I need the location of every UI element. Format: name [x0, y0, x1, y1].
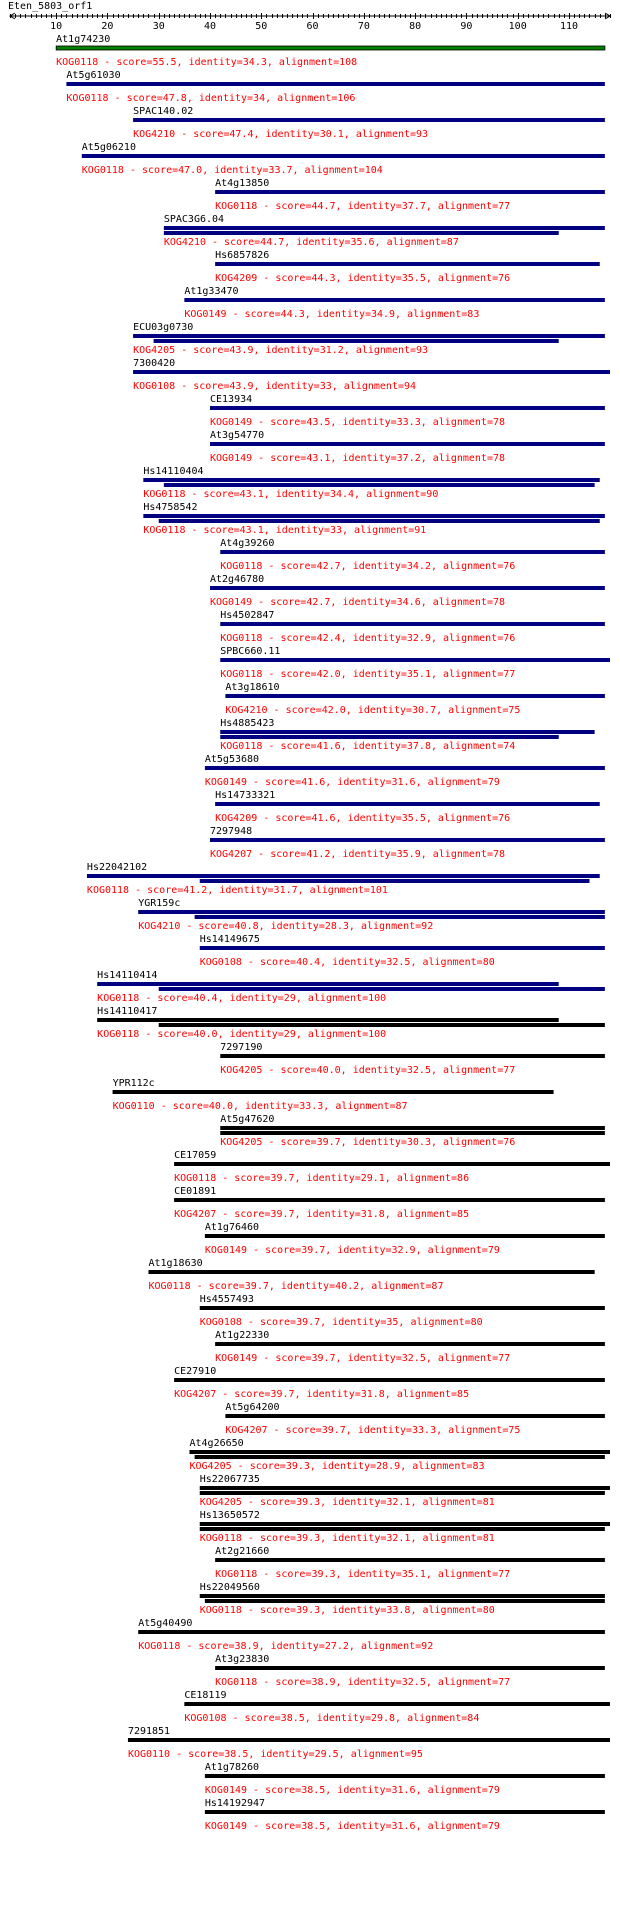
- hit-alignment-bar: [220, 1126, 605, 1130]
- hit-row: [133, 358, 610, 392]
- hit-description: KOG0149 - score=43.1, identity=37.2, alignment=78: [210, 453, 506, 464]
- hit-name: CE18119: [184, 1690, 227, 1701]
- hit-row: [215, 1330, 605, 1364]
- hit-alignment-bar: [225, 694, 604, 698]
- hit-alignment-bar: [200, 879, 590, 883]
- hit-name: At5g06210: [81, 142, 136, 153]
- hit-row: [215, 790, 600, 824]
- hit-alignment-bar: [164, 483, 595, 487]
- hit-alignment-bar: [200, 1486, 610, 1490]
- hit-row: [82, 142, 605, 176]
- hit-alignment-bar: [174, 1378, 605, 1382]
- axis-tick-label: 50: [255, 21, 268, 32]
- hit-row: [148, 1258, 594, 1292]
- hit-name: At4g26650: [189, 1438, 244, 1449]
- hit-row: [133, 322, 605, 356]
- hit-row: [210, 430, 605, 464]
- hit-name: 7291851: [127, 1726, 171, 1737]
- hit-alignment-bar: [159, 519, 600, 523]
- hit-row: [205, 754, 605, 788]
- hit-name: Hs4557493: [199, 1294, 254, 1305]
- hit-name: At1g33470: [184, 286, 239, 297]
- hit-row: [215, 250, 600, 284]
- hit-name: At4g13850: [215, 178, 270, 189]
- hit-name: Hs4502847: [220, 610, 275, 621]
- query-title: Eten_5803_orf1: [8, 1, 93, 12]
- hit-alignment-bar: [164, 226, 605, 230]
- hit-description: KOG0149 - score=39.7, identity=32.9, alignment=79: [204, 1245, 500, 1256]
- hit-name: Hs13650572: [199, 1510, 260, 1521]
- hit-alignment-bar: [205, 1810, 605, 1814]
- hit-name: ECU03g0730: [133, 322, 194, 333]
- hit-row: [184, 286, 605, 320]
- hit-name: Hs14192947: [204, 1798, 266, 1809]
- hit-name: At1g76460: [204, 1222, 260, 1233]
- hit-alignment-bar: [220, 550, 605, 554]
- hit-description: KOG0118 - score=42.0, identity=35.1, alignment=77: [220, 669, 516, 680]
- hit-alignment-bar: [97, 982, 559, 986]
- hit-row: [138, 1618, 605, 1652]
- hit-name: At1g74230: [56, 34, 111, 45]
- hit-description: KOG0118 - score=47.0, identity=33.7, alignment=104: [81, 165, 383, 176]
- hit-alignment-bar: [220, 658, 610, 662]
- axis-tick-label: 60: [306, 21, 319, 32]
- hit-description: KOG0118 - score=41.6, identity=37.8, alignment=74: [220, 741, 516, 752]
- hit-name: At3g18610: [225, 682, 280, 693]
- hit-row: [205, 1762, 605, 1796]
- hit-row: [220, 538, 605, 572]
- hit-row: [174, 1150, 610, 1184]
- hit-alignment-bar: [148, 1270, 594, 1274]
- hit-name: Hs14149675: [199, 934, 260, 945]
- hit-alignment-bar: [174, 1162, 610, 1166]
- hit-name: Hs22042102: [86, 862, 148, 873]
- hit-description: KOG4207 - score=41.2, identity=35.9, alignment=78: [210, 849, 506, 860]
- hit-row: [200, 1510, 610, 1544]
- hit-name: Hs14110417: [97, 1006, 158, 1017]
- hit-alignment-bar: [215, 190, 605, 194]
- hit-description: KOG4205 - score=43.9, identity=31.2, alignment=93: [133, 345, 429, 356]
- axis-tick-label: 100: [508, 21, 527, 32]
- hit-alignment-bar: [200, 1306, 605, 1310]
- hit-name: CE27910: [174, 1366, 217, 1377]
- hit-description: KOG0118 - score=39.3, identity=35.1, alignment=77: [215, 1569, 511, 1580]
- hit-alignment-bar: [220, 622, 605, 626]
- hit-row: [174, 1186, 605, 1220]
- axis-tick-label: 90: [460, 21, 473, 32]
- hit-name: At3g54770: [210, 430, 265, 441]
- hit-row: [210, 574, 605, 608]
- hit-description: KOG4209 - score=44.3, identity=35.5, alignment=76: [215, 273, 511, 284]
- hit-row: [220, 610, 605, 644]
- hit-alignment-bar: [138, 910, 605, 914]
- hit-description: KOG4210 - score=44.7, identity=35.6, alignment=87: [163, 237, 459, 248]
- hit-alignment-bar: [205, 766, 605, 770]
- hit-description: KOG0118 - score=39.3, identity=32.1, alignment=81: [199, 1533, 495, 1544]
- hit-name: At5g64200: [225, 1402, 280, 1413]
- axis-tick-label: 10: [50, 21, 63, 32]
- hit-alignment-bar: [159, 987, 605, 991]
- hit-row: [215, 1546, 605, 1580]
- hit-description: KOG0118 - score=39.7, identity=29.1, alignment=86: [174, 1173, 470, 1184]
- hit-description: KOG0149 - score=38.5, identity=31.6, alignment=79: [204, 1785, 500, 1796]
- hit-alignment-bar: [200, 1594, 605, 1598]
- hit-name: At2g21660: [215, 1546, 270, 1557]
- hit-row: [205, 1798, 605, 1832]
- hit-row: [200, 1294, 605, 1328]
- hit-description: KOG0149 - score=41.6, identity=31.6, alignment=79: [204, 777, 500, 788]
- hit-row: [225, 1402, 604, 1436]
- hit-description: KOG4205 - score=39.7, identity=30.3, alignment=76: [220, 1137, 516, 1148]
- hit-description: KOG0118 - score=47.8, identity=34, alignment=106: [66, 93, 356, 104]
- hit-row: [184, 1690, 610, 1724]
- hit-alignment-bar: [154, 339, 559, 343]
- hit-description: KOG0108 - score=39.7, identity=35, alignment=80: [199, 1317, 483, 1328]
- hit-row: [164, 214, 605, 248]
- hit-row: [220, 646, 610, 680]
- hit-alignment-bar: [210, 406, 605, 410]
- hit-row: [128, 1726, 610, 1760]
- hit-alignment-bar: [210, 838, 605, 842]
- hit-description: KOG0108 - score=43.9, identity=33, alignment=94: [133, 381, 417, 392]
- hit-alignment-bar: [195, 1455, 605, 1459]
- hit-description: KOG0118 - score=42.4, identity=32.9, alignment=76: [220, 633, 516, 644]
- hit-description: KOG0110 - score=38.5, identity=29.5, alignment=95: [127, 1749, 423, 1760]
- hit-name: At1g78260: [204, 1762, 260, 1773]
- hit-description: KOG0149 - score=43.5, identity=33.3, alignment=78: [210, 417, 506, 428]
- hit-alignment-bar: [82, 154, 605, 158]
- hit-alignment-bar: [200, 1491, 605, 1495]
- hit-row: [200, 1582, 605, 1616]
- hit-description: KOG0118 - score=41.2, identity=31.7, alignment=101: [86, 885, 388, 896]
- hit-name: 7300420: [133, 358, 176, 369]
- hit-alignment-bar: [215, 1342, 605, 1346]
- axis-tick-label: 20: [101, 21, 114, 32]
- hit-row: [189, 1438, 610, 1472]
- hit-row: [225, 682, 604, 716]
- hit-name: Hs14733321: [215, 790, 276, 801]
- hit-alignment-bar: [220, 730, 594, 734]
- hit-name: At1g22330: [215, 1330, 270, 1341]
- hit-alignment-bar: [189, 1450, 610, 1454]
- hit-description: KOG0118 - score=38.9, identity=32.5, alignment=77: [215, 1677, 511, 1688]
- hit-row: [174, 1366, 605, 1400]
- axis-tick-label: 80: [409, 21, 422, 32]
- hit-description: KOG4210 - score=40.8, identity=28.3, alignment=92: [138, 921, 434, 932]
- hit-name: At5g40490: [138, 1618, 193, 1629]
- hit-name: At2g46780: [210, 574, 265, 585]
- hit-alignment-bar: [143, 514, 605, 518]
- hit-name: Hs22049560: [199, 1582, 260, 1593]
- hit-alignment-bar: [215, 262, 600, 266]
- hit-description: KOG4205 - score=39.3, identity=32.1, alignment=81: [199, 1497, 495, 1508]
- hit-row: [215, 178, 605, 212]
- hit-description: KOG0149 - score=44.3, identity=34.9, alignment=83: [184, 309, 480, 320]
- hit-alignment-bar: [164, 231, 559, 235]
- hit-name: YGR159c: [138, 898, 181, 909]
- hit-description: KOG0108 - score=40.4, identity=32.5, alignment=80: [199, 957, 495, 968]
- hit-alignment-bar: [138, 1630, 605, 1634]
- hit-alignment-bar: [184, 1702, 610, 1706]
- axis-tick-label: 110: [559, 21, 579, 32]
- hit-description: KOG0118 - score=44.7, identity=37.7, alignment=77: [215, 201, 511, 212]
- axis-tick-label: 70: [357, 21, 370, 32]
- hit-description: KOG4205 - score=40.0, identity=32.5, alignment=77: [220, 1065, 516, 1076]
- hit-description: KOG4205 - score=39.3, identity=28.9, alignment=83: [189, 1461, 485, 1472]
- hit-alignment-bar: [128, 1738, 610, 1742]
- axis-tick-label: 30: [152, 21, 165, 32]
- hit-alignment-bar: [133, 370, 610, 374]
- hit-name: Hs4758542: [143, 502, 198, 513]
- hit-alignment-bar: [195, 915, 605, 919]
- hit-alignment-bar: [200, 1527, 605, 1531]
- hit-name: Hs14110414: [97, 970, 158, 981]
- hit-alignment-bar: [143, 478, 599, 482]
- hit-name: At3g23830: [215, 1654, 270, 1665]
- hit-alignment-bar: [133, 334, 605, 338]
- hit-alignment-bar: [184, 298, 605, 302]
- hit-name: SPBC660.11: [220, 646, 281, 657]
- hit-row: [97, 970, 605, 1004]
- hit-name: At5g47620: [220, 1114, 275, 1125]
- hit-list: [56, 34, 610, 1832]
- hit-description: KOG0149 - score=38.5, identity=31.6, alignment=79: [204, 1821, 500, 1832]
- hit-row: [143, 466, 599, 500]
- hit-description: KOG0110 - score=40.0, identity=33.3, alignment=87: [112, 1101, 408, 1112]
- hit-description: KOG4207 - score=39.7, identity=31.8, alignment=85: [174, 1209, 470, 1220]
- hit-row: [210, 826, 605, 860]
- hit-alignment-bar: [225, 1414, 604, 1418]
- hit-row: [97, 1006, 605, 1040]
- hit-description: KOG0118 - score=39.3, identity=33.8, alignment=80: [199, 1605, 495, 1616]
- hit-alignment-bar: [220, 735, 558, 739]
- hit-name: Hs14110404: [143, 466, 204, 477]
- hit-alignment-bar: [210, 442, 605, 446]
- hit-name: Hs22067735: [199, 1474, 260, 1485]
- hit-row: [210, 394, 605, 428]
- hit-alignment-bar: [113, 1090, 554, 1094]
- hit-description: KOG0118 - score=43.1, identity=34.4, alignment=90: [143, 489, 439, 500]
- residue-axis: [10, 13, 611, 32]
- hit-row: [205, 1222, 605, 1256]
- hit-description: KOG4209 - score=41.6, identity=35.5, alignment=76: [215, 813, 511, 824]
- hit-alignment-bar: [205, 1234, 605, 1238]
- hit-row: [133, 106, 605, 140]
- hit-name: Hs6857826: [215, 250, 270, 261]
- hit-name: 7297190: [220, 1042, 263, 1053]
- hit-description: KOG0149 - score=39.7, identity=32.5, alignment=77: [215, 1353, 511, 1364]
- hit-alignment-bar: [133, 118, 605, 122]
- hit-name: CE01891: [174, 1186, 217, 1197]
- hit-alignment-bar: [205, 1599, 605, 1603]
- hit-description: KOG4207 - score=39.7, identity=31.8, alignment=85: [174, 1389, 470, 1400]
- hit-description: KOG0118 - score=43.1, identity=33, alignment=91: [143, 525, 427, 536]
- hit-alignment-bar: [159, 1023, 605, 1027]
- hit-row: [220, 718, 594, 752]
- hit-alignment-bar: [215, 1666, 605, 1670]
- hit-row: [138, 898, 605, 932]
- hit-alignment-bar: [215, 802, 600, 806]
- hit-name: CE17059: [174, 1150, 217, 1161]
- hit-row: [220, 1114, 605, 1148]
- hit-description: KOG0118 - score=40.0, identity=29, alignment=100: [97, 1029, 387, 1040]
- hit-alignment-bar: [200, 946, 605, 950]
- hit-description: KOG0108 - score=38.5, identity=29.8, alignment=84: [184, 1713, 480, 1724]
- hit-name: At5g61030: [66, 70, 121, 81]
- hit-row: [87, 862, 600, 896]
- hit-description: KOG0118 - score=38.9, identity=27.2, alignment=92: [138, 1641, 434, 1652]
- hit-name: SPAC3G6.04: [163, 214, 225, 225]
- hit-name: At1g18630: [148, 1258, 203, 1269]
- hit-description: KOG4207 - score=39.7, identity=33.3, alignment=75: [225, 1425, 521, 1436]
- hit-description: KOG4210 - score=47.4, identity=30.1, alignment=93: [133, 129, 429, 140]
- hit-alignment-bar: [87, 874, 600, 878]
- hit-alignment-bar: [210, 586, 605, 590]
- hit-description: KOG0149 - score=42.7, identity=34.6, alignment=78: [210, 597, 506, 608]
- hit-name: Hs4885423: [220, 718, 275, 729]
- hit-name: CE13934: [210, 394, 253, 405]
- hit-description: KOG0118 - score=39.7, identity=40.2, alignment=87: [148, 1281, 444, 1292]
- hit-row: [113, 1078, 554, 1112]
- hit-row: [200, 1474, 610, 1508]
- hit-row: [220, 1042, 605, 1076]
- hit-name: 7297948: [210, 826, 253, 837]
- hit-alignment-bar: [174, 1198, 605, 1202]
- hit-alignment-bar: [215, 1558, 605, 1562]
- hit-row: [143, 502, 605, 536]
- hit-row: [56, 34, 605, 68]
- hit-name: SPAC140.02: [133, 106, 194, 117]
- hit-description: KOG0118 - score=42.7, identity=34.2, alignment=76: [220, 561, 516, 572]
- hit-description: KOG4210 - score=42.0, identity=30.7, alignment=75: [225, 705, 521, 716]
- hit-alignment-bar: [97, 1018, 559, 1022]
- hit-name: YPR112c: [112, 1078, 155, 1089]
- hit-alignment-bar: [66, 82, 604, 86]
- hit-row: [215, 1654, 605, 1688]
- axis-tick-label: 40: [203, 21, 217, 32]
- hit-alignment-bar: [220, 1054, 605, 1058]
- hit-alignment-bar: [200, 1522, 610, 1526]
- hit-row: [66, 70, 604, 104]
- hit-description: KOG0118 - score=55.5, identity=34.3, alignment=108: [56, 57, 358, 68]
- hit-name: At4g39260: [220, 538, 275, 549]
- hit-description: KOG0118 - score=40.4, identity=29, alignment=100: [97, 993, 387, 1004]
- hit-alignment-bar: [56, 46, 605, 50]
- hit-alignment-bar: [205, 1774, 605, 1778]
- hit-row: [200, 934, 605, 968]
- hit-name: At5g53680: [204, 754, 260, 765]
- hit-alignment-bar: [220, 1131, 605, 1135]
